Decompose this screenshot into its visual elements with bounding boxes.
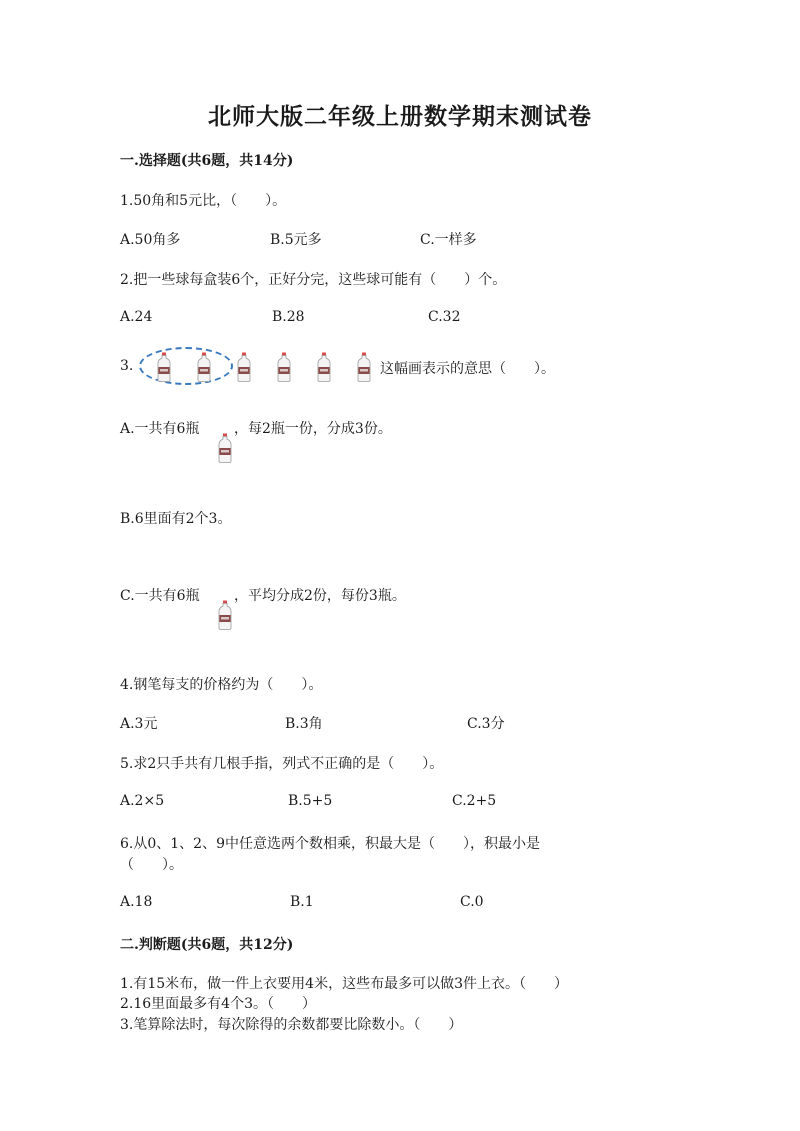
question-3-option-b: B.6里面有2个3。: [120, 511, 232, 527]
bottle-icon: [236, 352, 252, 382]
section-choice-heading: 一.选择题(共6题，共14分): [120, 153, 294, 169]
question-2-option-b: B.28: [272, 309, 305, 325]
question-1-option-b: B.5元多: [270, 232, 322, 248]
bottle-icon: [217, 433, 233, 463]
question-5-stem: 5.求2只手共有几根手指，列式不正确的是（ ）。: [120, 756, 444, 772]
question-1-option-a: A.50角多: [120, 232, 181, 248]
question-6-option-a: A.18: [120, 894, 153, 910]
question-3-number: 3.: [120, 358, 134, 374]
question-3-option-c-prefix: C.一共有6瓶: [120, 588, 200, 604]
bottle-icon: [276, 352, 292, 382]
question-1-option-c: C.一样多: [420, 232, 477, 248]
question-6-stem-line-1: 6.从0、1、2、9中任意选两个数相乘，积最大是（ ），积最小是: [120, 836, 540, 852]
question-5-option-a: A.2×5: [120, 793, 165, 809]
question-1-stem: 1.50角和5元比，（ ）。: [120, 193, 287, 209]
bottle-icon: [316, 352, 332, 382]
bottle-icon: [217, 600, 233, 630]
question-3-stem: 这幅画表示的意思（ ）。: [380, 361, 555, 377]
bottle-icon: [356, 352, 372, 382]
question-4-option-c: C.3分: [467, 716, 505, 732]
question-6-stem-line-2: （ ）。: [120, 857, 183, 873]
section-judgment-heading: 二.判断题(共6题，共12分): [120, 937, 294, 953]
grouping-oval: [139, 347, 233, 385]
question-2-option-a: A.24: [120, 309, 153, 325]
question-6-option-b: B.1: [290, 894, 314, 910]
question-4-option-a: A.3元: [120, 716, 158, 732]
question-5-option-b: B.5+5: [288, 793, 333, 809]
judgment-1: 1.有15米布，做一件上衣要用4米，这些布最多可以做3件上衣。（ ）: [120, 976, 568, 992]
judgment-2: 2.16里面最多有4个3。（ ）: [120, 996, 316, 1012]
page-title: 北师大版二年级上册数学期末测试卷: [208, 103, 592, 130]
question-4-stem: 4.钢笔每支的价格约为（ ）。: [120, 677, 323, 693]
question-4-option-b: B.3角: [285, 716, 323, 732]
question-3-option-a-suffix: ，每2瓶一份，分成3份。: [234, 421, 392, 437]
question-5-option-c: C.2+5: [452, 793, 497, 809]
judgment-3: 3.笔算除法时，每次除得的余数都要比除数小。（ ）: [120, 1017, 463, 1033]
bottle-icon: [156, 352, 172, 382]
question-3-option-c-suffix: ，平均分成2份，每份3瓶。: [234, 588, 406, 604]
question-6-option-c: C.0: [460, 894, 484, 910]
question-2-stem: 2.把一些球每盒装6个，正好分完，这些球可能有（ ）个。: [120, 272, 507, 288]
bottle-icon: [196, 352, 212, 382]
question-3-option-a-prefix: A.一共有6瓶: [120, 421, 200, 437]
question-2-option-c: C.32: [428, 309, 461, 325]
